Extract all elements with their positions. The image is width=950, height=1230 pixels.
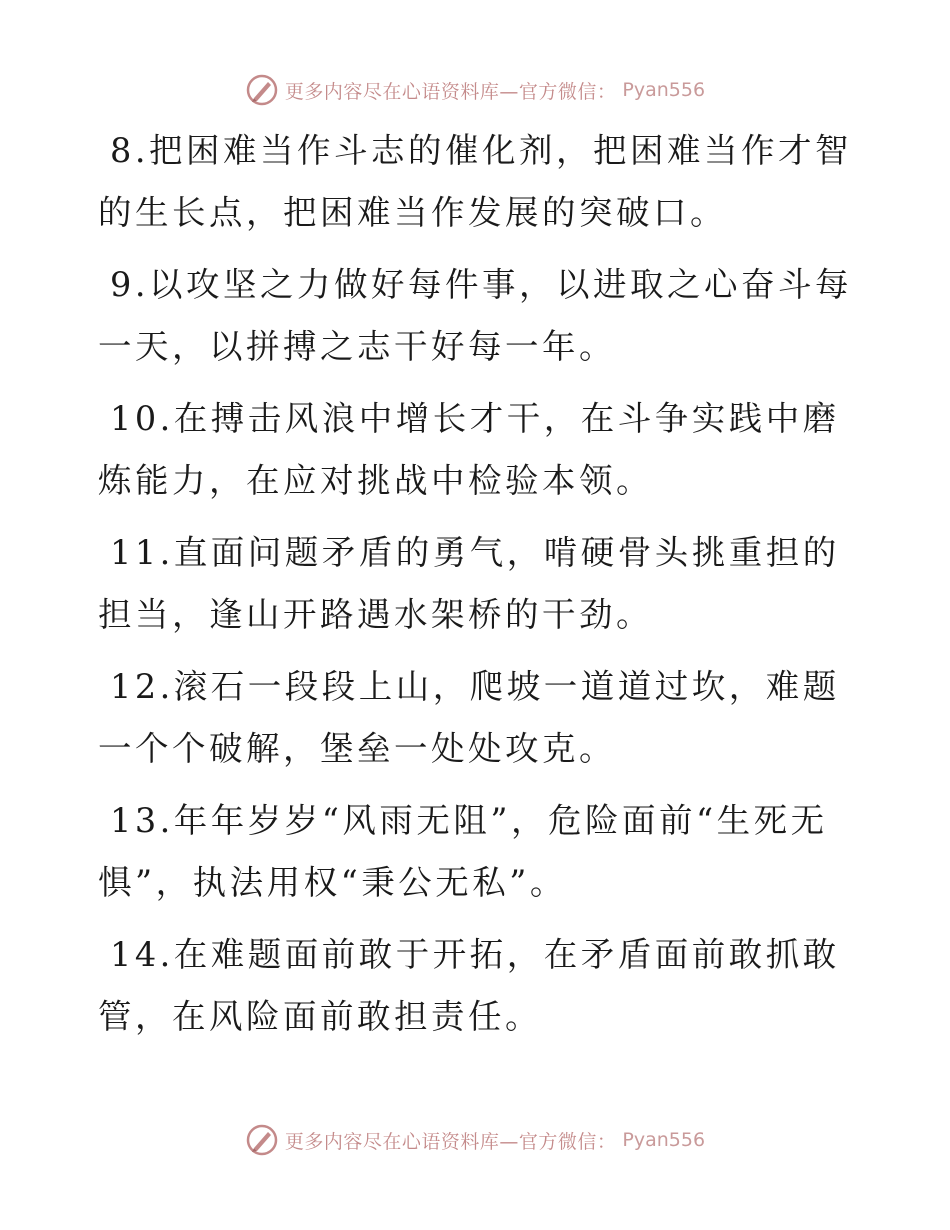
watermark-text: 更多内容尽在心语资料库—官方微信： — [284, 80, 617, 103]
watermark-handle: Pyan556 — [622, 79, 706, 101]
pen-logo-icon — [245, 73, 279, 107]
pen-logo-icon — [245, 1123, 279, 1157]
header-watermark — [0, 70, 950, 110]
list-item: 11.直面问题矛盾的勇气，啃硬骨头挑重担的担当，逢山开路遇水架桥的干劲。 — [98, 533, 840, 634]
watermark-handle: Pyan556 — [622, 1129, 706, 1151]
list-item: 13.年年岁岁“风雨无阻”，危险面前“生死无惧”，执法用权“秉公无私”。 — [98, 801, 828, 902]
list-item: 9.以攻坚之力做好每件事，以进取之心奋斗每一天，以拼搏之志干好每一年。 — [98, 265, 852, 366]
document-body — [98, 120, 858, 1058]
list-item: 14.在难题面前敢于开拓，在矛盾面前敢抓敢管，在风险面前敢担责任。 — [98, 935, 840, 1036]
list-item: 12.滚石一段段上山，爬坡一道道过坎，难题一个个破解，堡垒一处处攻克。 — [98, 667, 840, 768]
watermark-text: 更多内容尽在心语资料库—官方微信： — [284, 1130, 617, 1153]
list-item: 8.把困难当作斗志的催化剂，把困难当作才智的生长点，把困难当作发展的突破口。 — [98, 131, 852, 232]
footer-watermark — [0, 1120, 950, 1160]
list-item: 10.在搏击风浪中增长才干，在斗争实践中磨炼能力，在应对挑战中检验本领。 — [98, 399, 840, 500]
